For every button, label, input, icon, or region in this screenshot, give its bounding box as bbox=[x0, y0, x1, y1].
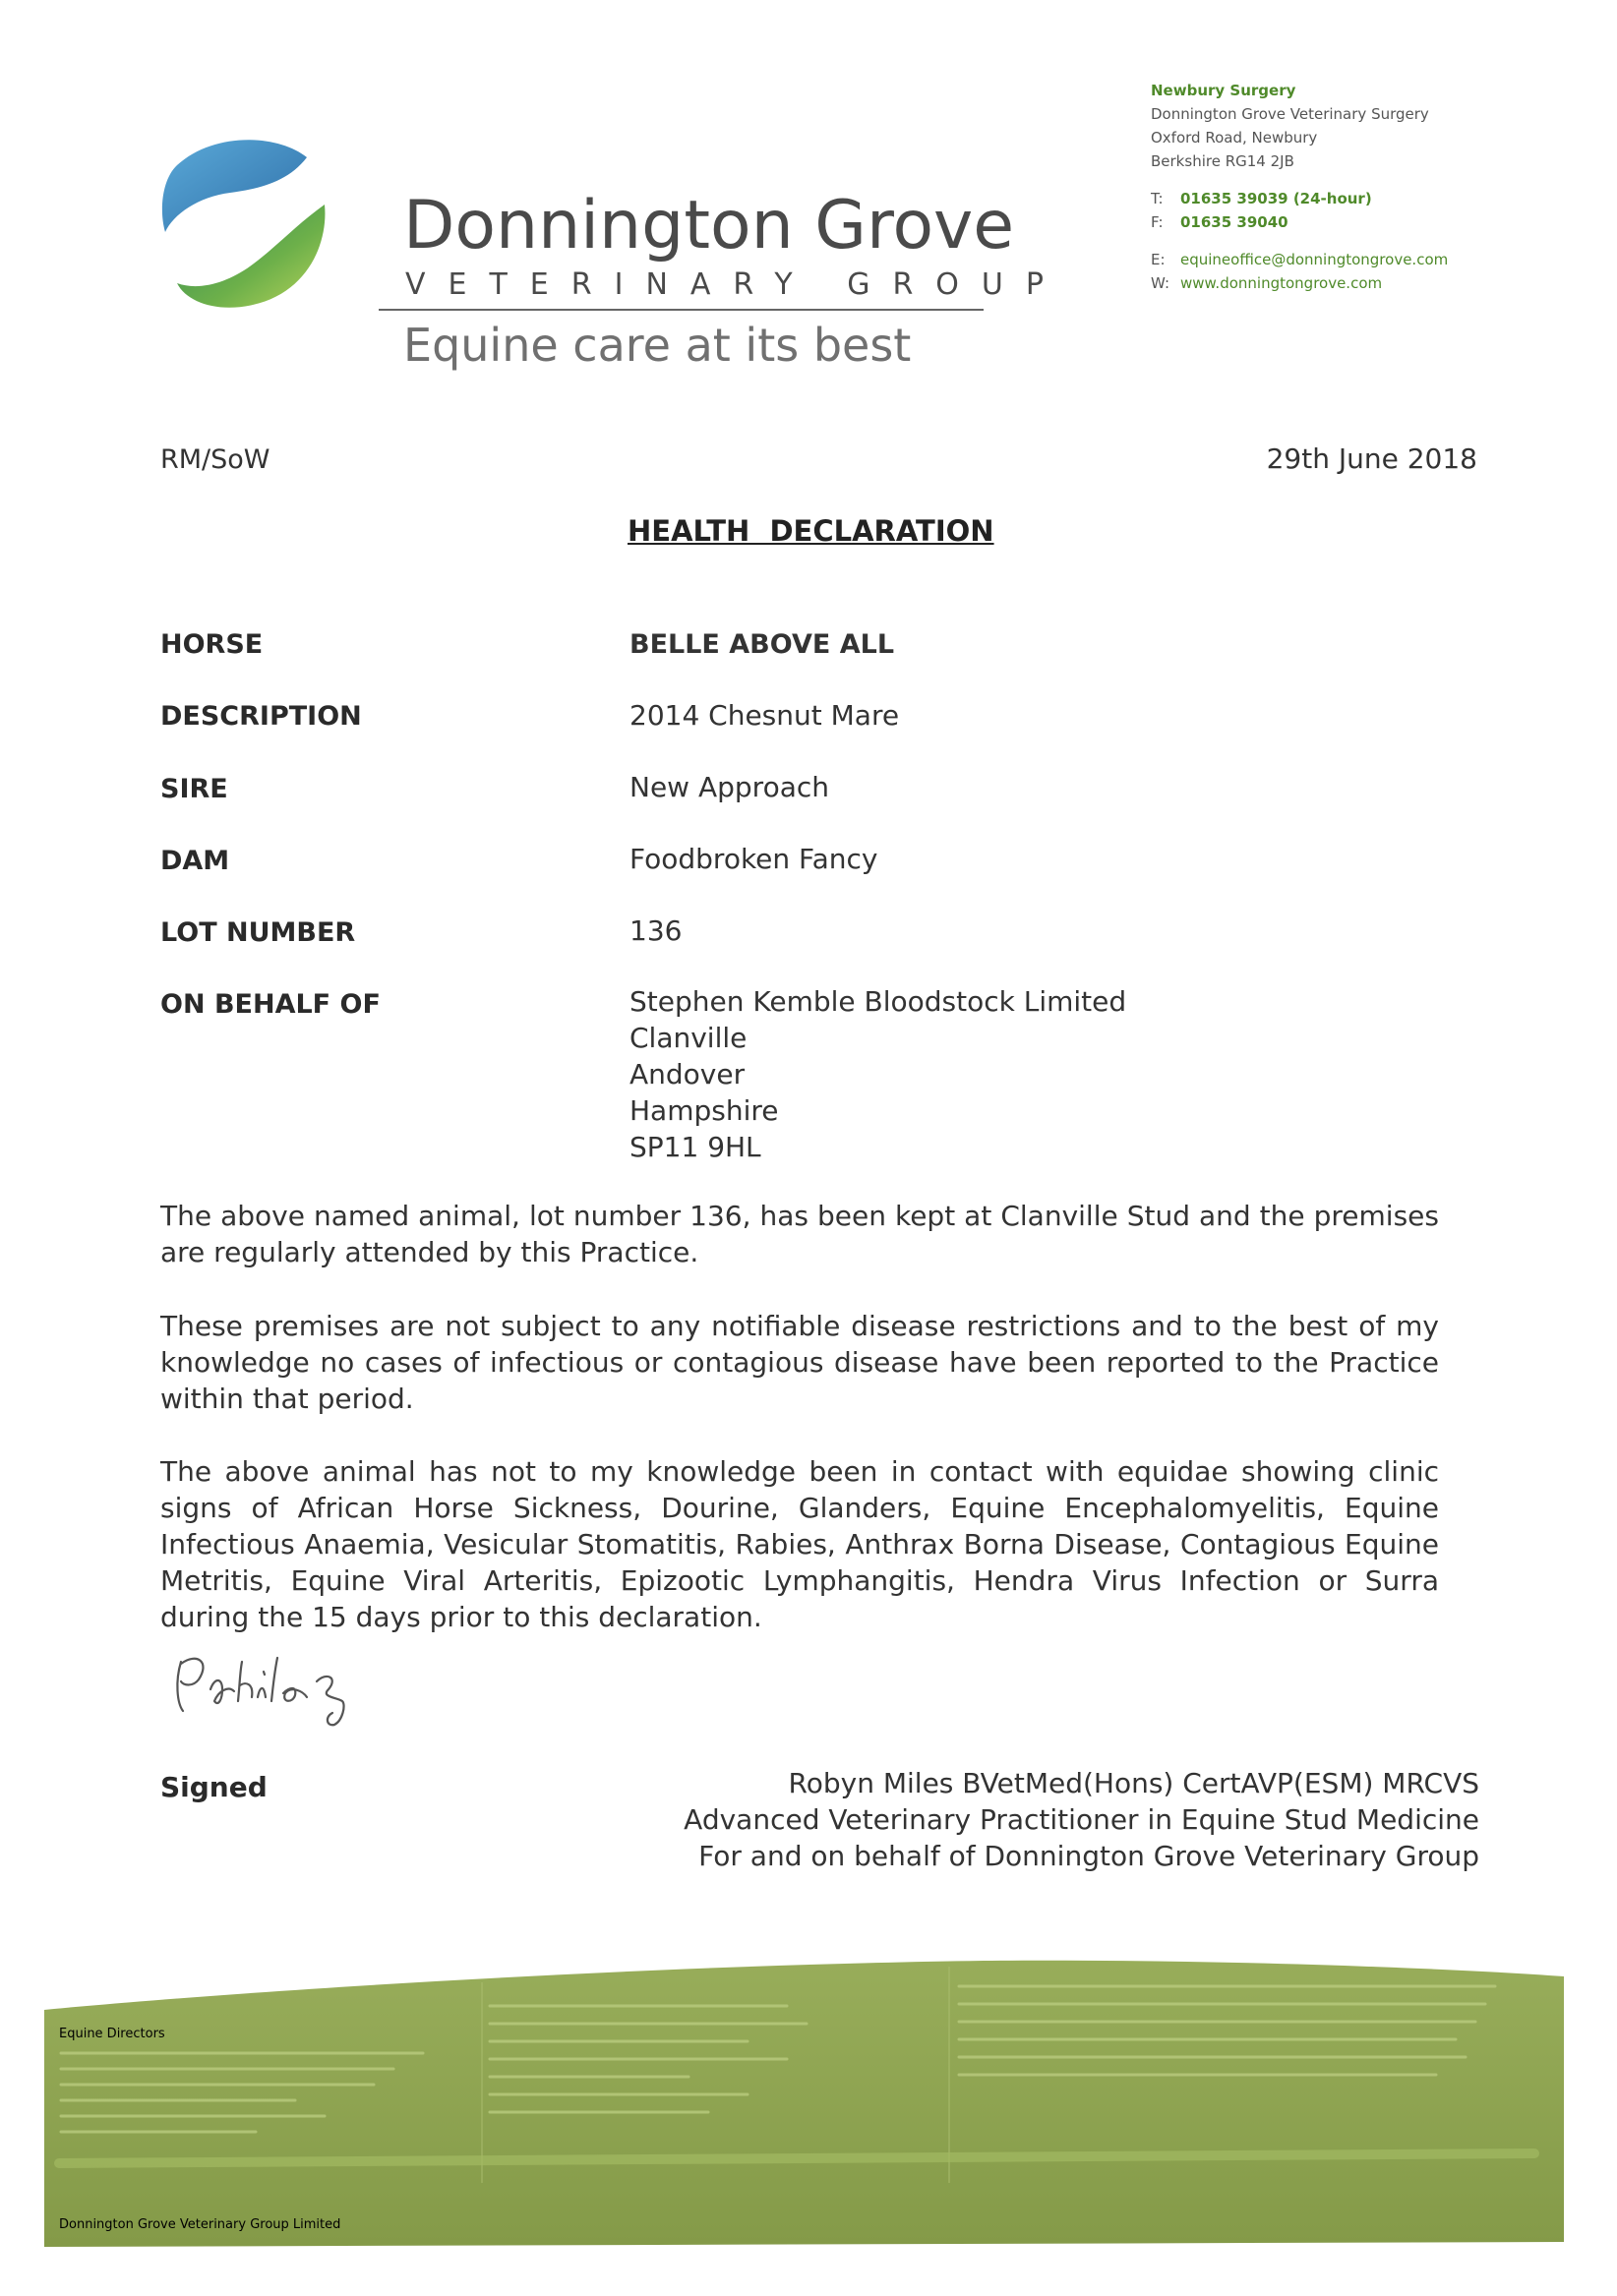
logo-icon bbox=[159, 136, 331, 313]
address-line: Andover bbox=[629, 1058, 746, 1090]
horse-label: HORSE bbox=[160, 629, 264, 660]
paragraph: The above named animal, lot number 136, has been kept at Clanville Stud and the premises are regularly attended by this Practice. bbox=[160, 1200, 1439, 1268]
web-link[interactable]: www.donningtongrove.com bbox=[1180, 274, 1383, 292]
behalf-label: ON BEHALF OF bbox=[160, 989, 381, 1020]
lot-number-label: LOT NUMBER bbox=[160, 917, 356, 948]
description-value: 2014 Chesnut Mare bbox=[629, 699, 900, 732]
footer-band bbox=[0, 1947, 1617, 2262]
brand-divider bbox=[379, 309, 984, 311]
email-link[interactable]: equineoffice@donningtongrove.com bbox=[1180, 251, 1449, 268]
brand-subtitle: VETERINARY GROUP bbox=[405, 267, 1066, 302]
tel-number: 01635 39039 (24-hour) bbox=[1180, 190, 1372, 207]
brand-name: Donnington Grove bbox=[403, 187, 1015, 265]
tel-label: T: bbox=[1151, 190, 1164, 207]
email-label: E: bbox=[1151, 251, 1166, 268]
document-title: HEALTH DECLARATION bbox=[628, 514, 994, 548]
description-label: DESCRIPTION bbox=[160, 701, 362, 732]
signatory-name: Robyn Miles BVetMed(Hons) CertAVP(ESM) MRCVS bbox=[788, 1767, 1479, 1799]
fax-label: F: bbox=[1151, 213, 1164, 231]
address-line: SP11 9HL bbox=[629, 1131, 761, 1163]
signed-label: Signed bbox=[160, 1771, 268, 1803]
horse-value: BELLE ABOVE ALL bbox=[629, 629, 895, 660]
web-label: W: bbox=[1151, 274, 1170, 292]
signatory-block bbox=[590, 1765, 1479, 1874]
address-line: Hampshire bbox=[629, 1094, 779, 1127]
address-line: Oxford Road, Newbury bbox=[1151, 129, 1318, 147]
surgery-title: Newbury Surgery bbox=[1151, 82, 1296, 99]
fax-number: 01635 39040 bbox=[1180, 213, 1288, 231]
address-line: Donnington Grove Veterinary Surgery bbox=[1151, 105, 1429, 123]
paragraph: These premises are not subject to any notifiable disease restrictions and to the best of my knowledge no cases of infectious or contagious disease have been reported to the Practice within that period. bbox=[160, 1310, 1439, 1415]
footer-directors-heading: Equine Directors bbox=[59, 2027, 165, 2041]
footer-company: Donnington Grove Veterinary Group Limited bbox=[59, 2217, 341, 2232]
letter-date: 29th June 2018 bbox=[1266, 442, 1477, 475]
behalf-address bbox=[629, 983, 1126, 1165]
handwritten-signature bbox=[169, 1642, 376, 1731]
dam-value: Foodbroken Fancy bbox=[629, 843, 878, 875]
signatory-role: Advanced Veterinary Practitioner in Equine Stud Medicine bbox=[684, 1803, 1479, 1836]
dam-label: DAM bbox=[160, 846, 230, 876]
lot-number-value: 136 bbox=[629, 914, 683, 947]
reference: RM/SoW bbox=[160, 444, 270, 475]
paragraph: The above animal has not to my knowledge been in contact with equidae showing clinic signs of African Horse Sickness, Dourine, Glanders, Equine Encephalomyelitis, Equine Infectious Anaemia, Vesicular Stomatitis, Rabies, Anthrax Borna Disease, Contagious Equine Metritis, Equine Viral Arteritis, Epizootic Lymphangitis, Hendra Virus Infection or Surra during the 15 days prior to this declaration. bbox=[160, 1455, 1439, 1633]
address-line: Clanville bbox=[629, 1022, 748, 1054]
address-line: Stephen Kemble Bloodstock Limited bbox=[629, 985, 1127, 1018]
sire-value: New Approach bbox=[629, 771, 829, 803]
signatory-behalf: For and on behalf of Donnington Grove Veterinary Group bbox=[698, 1840, 1479, 1872]
sire-label: SIRE bbox=[160, 774, 228, 804]
contact-block bbox=[1151, 79, 1448, 295]
address-line: Berkshire RG14 2JB bbox=[1151, 152, 1294, 170]
brand-tagline: Equine care at its best bbox=[403, 319, 912, 372]
